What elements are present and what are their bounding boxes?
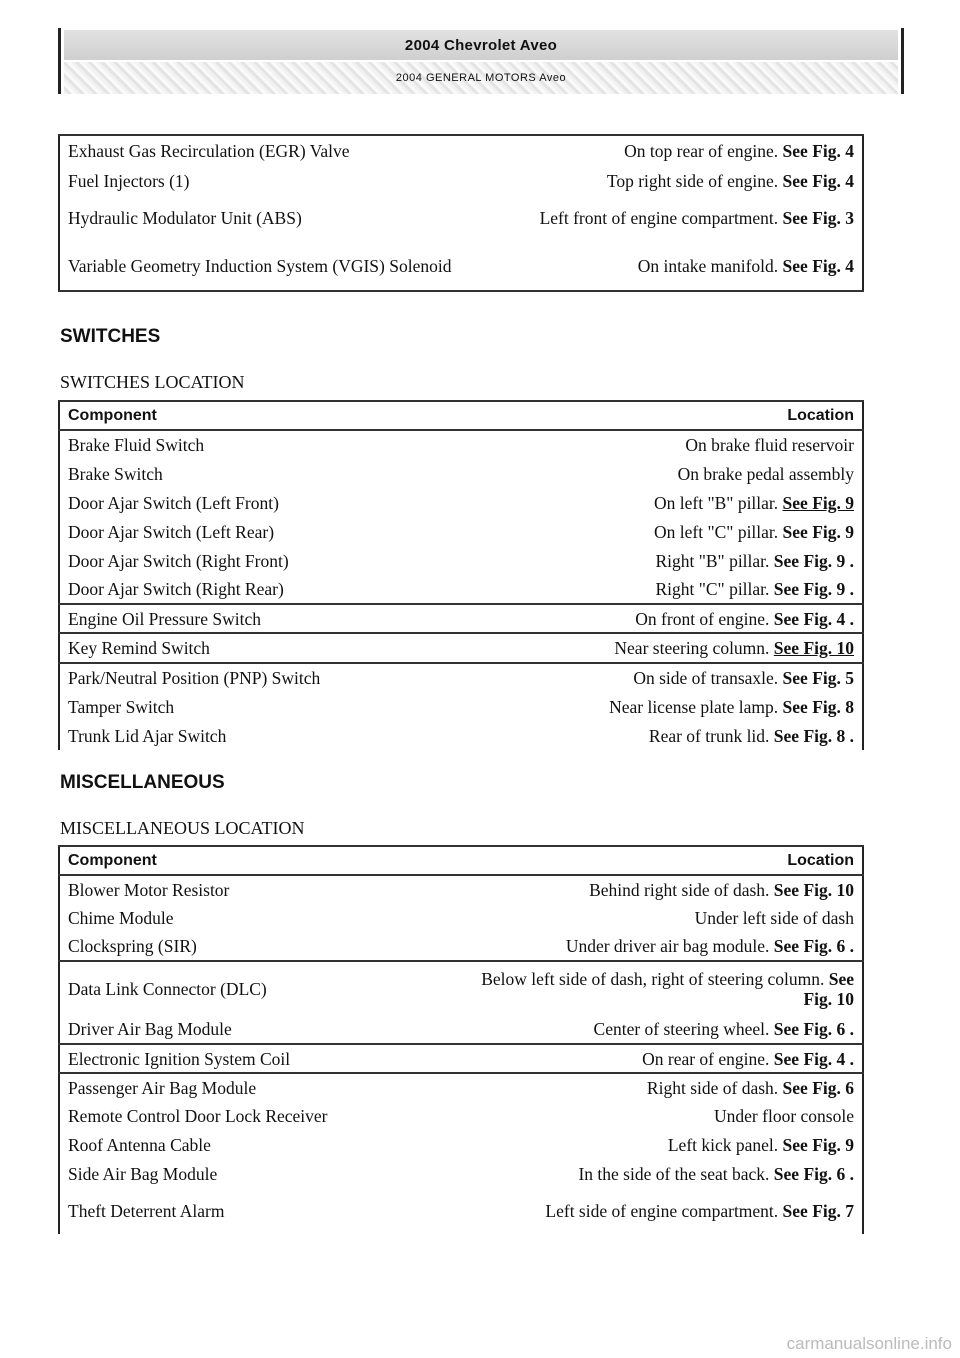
table-row	[59, 932, 863, 961]
component-cell: Brake Fluid Switch	[59, 430, 467, 459]
table-row	[59, 904, 863, 932]
component-cell: Remote Control Door Lock Receiver	[68, 1106, 328, 1126]
location-text: Left front of engine compartment.	[539, 208, 779, 228]
figure-reference-link[interactable]: See Fig. 7	[782, 1201, 854, 1221]
location-cell	[456, 904, 863, 932]
location-cell	[456, 1159, 863, 1188]
location-text: Right "C" pillar.	[655, 579, 770, 599]
location-cell	[476, 195, 863, 241]
location-text: Under driver air bag module.	[565, 936, 770, 956]
location-cell	[467, 517, 863, 546]
figure-reference-link[interactable]: See Fig. 8	[782, 696, 854, 717]
table-row	[59, 195, 863, 241]
component-cell: Electronic Ignition System Coil	[59, 1044, 456, 1073]
location-text: Below left side of dash, right of steering column.	[481, 968, 825, 989]
figure-reference-link[interactable]: See Fig. 6	[782, 1078, 854, 1098]
location-cell	[467, 546, 863, 575]
component-cell: Engine Oil Pressure Switch	[59, 604, 467, 633]
switches-table	[58, 400, 864, 750]
location-cell	[456, 1102, 863, 1130]
location-cell	[467, 692, 863, 721]
component-cell: Blower Motor Resistor	[59, 875, 456, 904]
location-text: On intake manifold.	[637, 255, 779, 276]
figure-reference-link[interactable]: See Fig. 8 .	[773, 725, 854, 746]
figure-reference-link[interactable]: See Fig. 10	[803, 968, 854, 1009]
column-header-location: Location	[456, 846, 863, 875]
component-cell: Brake Switch	[68, 463, 163, 484]
location-text: Under floor console	[714, 1106, 854, 1126]
figure-reference-link[interactable]: See Fig. 4	[782, 141, 854, 161]
component-cell: Door Ajar Switch (Left Rear)	[68, 521, 275, 542]
component-cell: Passenger Air Bag Module	[59, 1073, 456, 1102]
location-cell	[456, 1130, 863, 1159]
location-text: On front of engine.	[635, 608, 770, 629]
location-text: On left "C" pillar.	[654, 521, 779, 542]
figure-reference-link[interactable]: See Fig. 4	[782, 255, 854, 276]
column-header-component: Component	[59, 846, 456, 875]
location-text: Left kick panel.	[667, 1134, 779, 1155]
location-text: Near license plate lamp.	[609, 696, 779, 717]
table-row	[59, 604, 863, 633]
table-row	[59, 721, 863, 750]
table-row	[59, 488, 863, 517]
location-text: Right "B" pillar.	[655, 550, 770, 571]
location-text: Under left side of dash	[694, 908, 854, 928]
component-cell: Door Ajar Switch (Right Front)	[68, 550, 289, 571]
location-cell	[456, 1044, 863, 1073]
component-cell: Clockspring (SIR)	[68, 936, 197, 956]
figure-reference-link[interactable]: See Fig. 4	[782, 170, 854, 191]
figure-reference-link[interactable]: See Fig. 6 .	[773, 1163, 854, 1184]
location-text: On brake fluid reservoir	[685, 435, 854, 455]
location-text: Left side of engine compartment.	[545, 1201, 779, 1221]
table-row	[59, 1015, 863, 1044]
location-cell	[456, 932, 863, 961]
table-row	[59, 459, 863, 488]
engine-components-table	[58, 134, 864, 292]
location-cell	[467, 430, 863, 459]
location-text: Near steering column.	[614, 638, 770, 658]
location-cell	[456, 961, 863, 1015]
header-left-rule	[58, 28, 61, 94]
table-row	[59, 1188, 863, 1234]
location-text: On brake pedal assembly	[677, 463, 854, 484]
component-cell: Door Ajar Switch (Left Front)	[68, 492, 279, 513]
table-row	[59, 135, 863, 166]
table-row	[59, 663, 863, 692]
component-cell: Driver Air Bag Module	[68, 1019, 232, 1039]
component-cell: Door Ajar Switch (Right Rear)	[68, 579, 284, 599]
figure-reference-link[interactable]: See Fig. 6 .	[773, 936, 854, 956]
location-text: Rear of trunk lid.	[648, 725, 770, 746]
figure-reference-link[interactable]: See Fig. 9	[782, 492, 854, 513]
table-row	[59, 961, 863, 1015]
figure-reference-link[interactable]: See Fig. 3	[782, 208, 854, 228]
location-text: On side of transaxle.	[633, 668, 779, 688]
figure-reference-link[interactable]: See Fig. 4 .	[773, 608, 854, 629]
figure-reference-link[interactable]: See Fig. 10	[773, 638, 854, 658]
location-text: Right side of dash.	[646, 1078, 779, 1098]
component-cell: Park/Neutral Position (PNP) Switch	[59, 663, 467, 692]
component-cell: Roof Antenna Cable	[68, 1134, 211, 1155]
table-row	[59, 1159, 863, 1188]
table-row	[59, 1130, 863, 1159]
location-cell	[467, 721, 863, 750]
component-cell: Variable Geometry Induction System (VGIS) Solenoid	[59, 241, 476, 291]
component-cell: Trunk Lid Ajar Switch	[68, 725, 227, 746]
location-text: In the side of the seat back.	[578, 1163, 770, 1184]
table-row	[59, 241, 863, 291]
table-row	[59, 575, 863, 604]
location-cell	[456, 1188, 863, 1234]
component-cell: Theft Deterrent Alarm	[68, 1201, 225, 1221]
table-row	[59, 1102, 863, 1130]
figure-reference-link[interactable]: See Fig. 5	[782, 668, 854, 688]
misc-table	[58, 845, 864, 1234]
location-cell	[467, 604, 863, 633]
switches-table-title: SWITCHES LOCATION	[60, 372, 245, 392]
component-cell: Hydraulic Modulator Unit (ABS)	[68, 208, 302, 228]
header-right-rule	[901, 28, 904, 94]
page-header	[58, 28, 904, 94]
location-text: On top rear of engine.	[624, 141, 779, 161]
location-text: Behind right side of dash.	[589, 880, 770, 900]
location-cell	[467, 488, 863, 517]
figure-reference-link[interactable]: See Fig. 9	[782, 1134, 854, 1155]
table-row	[59, 546, 863, 575]
location-text: On rear of engine.	[642, 1048, 770, 1069]
table-row	[59, 875, 863, 904]
figure-reference-link[interactable]: See Fig. 4 .	[773, 1048, 854, 1069]
figure-reference-link[interactable]: See Fig. 6 .	[773, 1019, 854, 1039]
component-cell: Fuel Injectors (1)	[68, 170, 190, 191]
column-header-component: Component	[59, 401, 467, 430]
component-cell: Key Remind Switch	[59, 633, 467, 663]
location-cell	[456, 1073, 863, 1102]
misc-section-title: MISCELLANEOUS	[60, 772, 225, 793]
component-cell: Side Air Bag Module	[68, 1163, 218, 1184]
component-cell: Tamper Switch	[68, 696, 175, 717]
table-row	[59, 1073, 863, 1102]
location-text: Center of steering wheel.	[593, 1019, 770, 1039]
location-cell	[476, 166, 863, 195]
table-row	[59, 517, 863, 546]
table-header-row	[59, 846, 863, 875]
location-cell	[467, 663, 863, 692]
document-title: 2004 Chevrolet Aveo	[64, 30, 898, 60]
table-row	[59, 1044, 863, 1073]
location-cell	[456, 1015, 863, 1044]
switches-section-title: SWITCHES	[60, 326, 161, 347]
misc-table-title: MISCELLANEOUS LOCATION	[60, 818, 305, 838]
document-subtitle: 2004 GENERAL MOTORS Aveo	[64, 62, 898, 94]
component-cell: Chime Module	[68, 908, 174, 928]
table-row	[59, 430, 863, 459]
figure-reference-link[interactable]: See Fig. 9 .	[773, 579, 854, 599]
table-row	[59, 633, 863, 663]
location-cell	[476, 135, 863, 166]
column-header-location: Location	[467, 401, 863, 430]
location-cell	[476, 241, 863, 291]
location-cell	[467, 575, 863, 604]
location-cell	[467, 459, 863, 488]
watermark: carmanualsonline.info	[786, 1334, 952, 1353]
figure-reference-link[interactable]: See Fig. 10	[773, 880, 854, 900]
location-cell	[456, 875, 863, 904]
location-text: Top right side of engine.	[606, 170, 779, 191]
component-cell: Data Link Connector (DLC)	[59, 961, 456, 1015]
figure-reference-link[interactable]: See Fig. 9	[782, 521, 854, 542]
component-cell: Exhaust Gas Recirculation (EGR) Valve	[59, 135, 476, 166]
location-cell	[467, 633, 863, 663]
table-header-row	[59, 401, 863, 430]
location-text: On left "B" pillar.	[654, 492, 779, 513]
table-row	[59, 692, 863, 721]
table-row	[59, 166, 863, 195]
figure-reference-link[interactable]: See Fig. 9 .	[773, 550, 854, 571]
